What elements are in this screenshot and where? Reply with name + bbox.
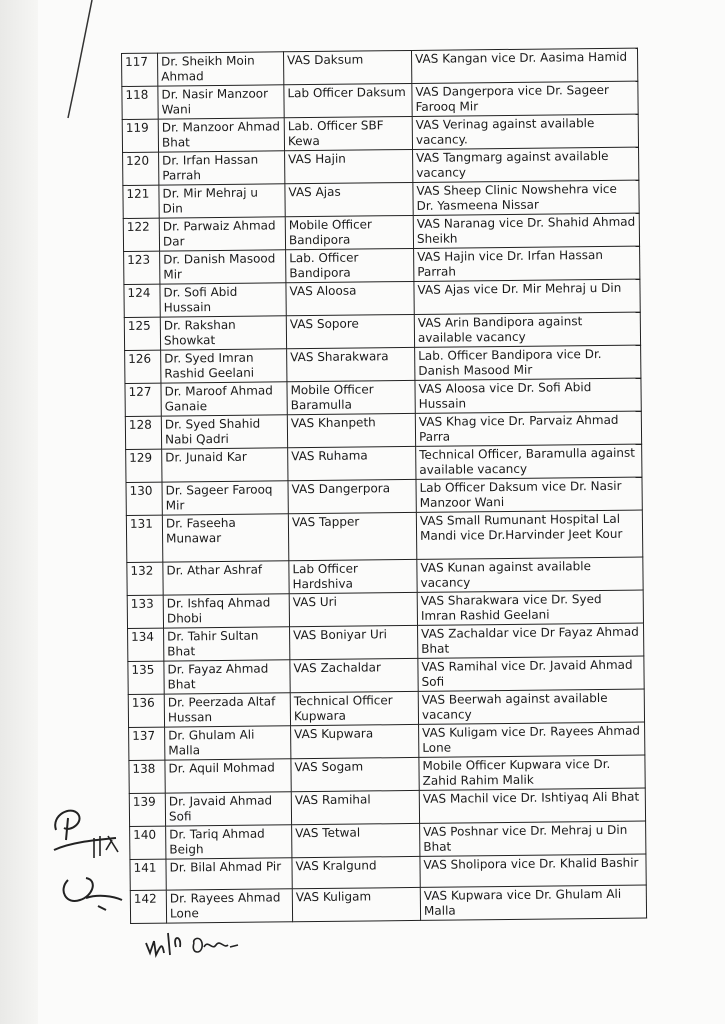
officer-name-cell: Dr. Peerzada Altaf Hussan [164,693,290,727]
serial-number-cell: 123 [124,251,160,284]
handwritten-signature-2 [58,870,128,915]
present-posting-cell: Mobile Officer Bandipora [285,215,413,249]
present-posting-cell: VAS Sogam [291,757,419,791]
table-row [128,689,644,727]
present-posting-cell: VAS Dangerpora [288,479,416,513]
present-posting-cell: VAS Aloosa [286,281,414,315]
officer-name-cell: Dr. Bilal Ahmad Pir [166,858,292,890]
serial-number-cell: 136 [128,694,164,727]
present-posting-cell: Lab Officer Hardshiva [289,559,417,593]
serial-number-cell: 117 [122,53,158,86]
new-posting-cell: Lab Officer Daksum vice Dr. Nasir Manzoor Wani [416,477,642,512]
new-posting-cell: VAS Aloosa vice Dr. Sofi Abid Hussain [415,378,641,413]
officer-name-cell: Dr. Irfan Hassan Parrah [159,151,285,185]
officer-name-cell: Dr. Javaid Ahmad Sofi [165,792,291,826]
present-posting-cell: VAS Ramihal [291,790,419,824]
table-row [129,722,645,760]
table-row [125,378,641,416]
officer-name-cell: Dr. Syed Shahid Nabi Qadri [161,415,287,449]
table-body [122,48,647,923]
new-posting-cell: VAS Machil vice Dr. Ishtiyaq Ali Bhat [419,788,645,823]
present-posting-cell: VAS Boniyar Uri [290,625,418,659]
officer-name-cell: Dr. Aquil Mohmad [165,759,291,793]
table-row [124,279,640,317]
present-posting-cell: VAS Kuligam [292,887,420,921]
present-posting-cell: VAS Kralgund [292,856,420,888]
present-posting-cell: Lab. Officer SBF Kewa [284,116,412,150]
posting-table [121,48,647,924]
scan-margin [0,0,38,1024]
present-posting-cell: VAS Ajas [285,182,413,216]
new-posting-cell: VAS Beerwah against available vacancy [418,689,644,724]
present-posting-cell: Mobile Officer Baramulla [287,380,415,414]
serial-number-cell: 121 [123,185,159,218]
present-posting-cell: VAS Uri [289,592,417,626]
present-posting-cell: VAS Tetwal [292,823,420,857]
new-posting-cell: Technical Officer, Baramulla against available vacancy [416,444,642,479]
new-posting-cell: VAS Zachaldar vice Dr Fayaz Ahmad Bhat [418,623,644,658]
serial-number-cell: 130 [126,482,162,515]
new-posting-cell: VAS Ramihal vice Dr. Javaid Ahmad Sofi [418,656,644,691]
serial-number-cell: 118 [122,86,158,119]
officer-name-cell: Dr. Manzoor Ahmad Bhat [158,118,284,152]
serial-number-cell: 127 [125,383,161,416]
pen-stroke [64,0,94,120]
serial-number-cell: 119 [122,119,158,152]
officer-name-cell: Dr. Junaid Kar [162,448,288,482]
present-posting-cell: VAS Hajin [285,149,413,183]
serial-number-cell: 126 [125,350,161,383]
table-row [126,444,642,482]
present-posting-cell: VAS Ruhama [288,446,416,480]
table-row [127,590,643,628]
new-posting-cell: VAS Verinag against available vacancy. [412,114,638,149]
serial-number-cell: 138 [129,760,165,793]
serial-number-cell: 124 [124,284,160,317]
present-posting-cell: VAS Zachaldar [290,658,418,692]
officer-name-cell: Dr. Rakshan Showkat [160,316,286,350]
handwritten-initial-signature [46,800,126,870]
officer-name-cell: Dr. Nasir Manzoor Wani [158,85,284,119]
serial-number-cell: 140 [130,826,166,859]
new-posting-cell: VAS Arin Bandipora against available vacancy [414,312,640,347]
serial-number-cell: 142 [130,890,166,923]
new-posting-cell: VAS Small Rumunant Hospital Lal Mandi vice Dr.Harvinder Jeet Kour [416,510,642,559]
officer-name-cell: Dr. Athar Ashraf [163,561,289,595]
serial-number-cell: 141 [130,859,166,890]
new-posting-cell: Mobile Officer Kupwara vice Dr. Zahid Rahim Malik [419,755,645,790]
table-row [128,623,644,661]
present-posting-cell: Lab. Officer Bandipora [286,248,414,282]
present-posting-cell: VAS Sopore [286,314,414,348]
officer-name-cell: Dr. Tahir Sultan Bhat [164,627,290,661]
new-posting-cell: VAS Dangerpora vice Dr. Sageer Farooq Mir [412,81,638,116]
serial-number-cell: 128 [125,416,161,449]
serial-number-cell: 120 [123,152,159,185]
officer-name-cell: Dr. Faseeha Munawar [162,514,288,562]
new-posting-cell: VAS Sholipora vice Dr. Khalid Bashir [420,854,646,887]
new-posting-cell: Lab. Officer Bandipora vice Dr. Danish Masood Mir [415,345,641,380]
serial-number-cell: 137 [129,727,165,760]
table-row [123,147,639,185]
officer-name-cell: Dr. Sheikh Moin Ahmad [158,52,284,86]
present-posting-cell: VAS Daksum [283,50,411,84]
table-row [129,755,645,793]
officer-name-cell: Dr. Ishfaq Ahmad Dhobi [163,594,289,628]
table-row [123,213,639,251]
serial-number-cell: 133 [127,595,163,628]
serial-number-cell: 122 [123,218,159,251]
present-posting-cell: VAS Kupwara [291,724,419,758]
new-posting-cell: VAS Khag vice Dr. Parvaiz Ahmad Parra [415,411,641,446]
new-posting-cell: VAS Kuligam vice Dr. Rayees Ahmad Lone [419,722,645,757]
serial-number-cell: 135 [128,661,164,694]
table-row [126,510,642,562]
serial-number-cell: 129 [126,449,162,482]
present-posting-cell: VAS Khanpeth [287,413,415,447]
officer-name-cell: Dr. Rayees Ahmad Lone [166,889,292,923]
officer-name-cell: Dr. Danish Masood Mir [160,250,286,284]
table-row [130,821,646,859]
table-row [128,656,644,694]
table-row [122,114,638,152]
present-posting-cell: VAS Sharakwara [287,347,415,381]
serial-number-cell: 139 [129,793,165,826]
officer-name-cell: Dr. Parwaiz Ahmad Dar [159,217,285,251]
serial-number-cell: 125 [124,317,160,350]
new-posting-cell: VAS Tangmarg against available vacancy [413,147,639,182]
table-row [126,477,642,515]
new-posting-cell: VAS Kangan vice Dr. Aasima Hamid [411,48,637,83]
table-row [124,312,640,350]
present-posting-cell: Technical Officer Kupwara [290,691,418,725]
officer-name-cell: Dr. Fayaz Ahmad Bhat [164,660,290,694]
officer-name-cell: Dr. Syed Imran Rashid Geelani [161,349,287,383]
table-row [129,788,645,826]
officer-name-cell: Dr. Sageer Farooq Mir [162,481,288,515]
present-posting-cell: VAS Tapper [288,512,416,560]
table-row [127,557,643,595]
serial-number-cell: 131 [126,515,162,562]
officer-name-cell: Dr. Tariq Ahmad Beigh [166,825,292,859]
table-row [123,180,639,218]
handwritten-signature-3 [142,925,252,965]
new-posting-cell: VAS Sheep Clinic Nowshehra vice Dr. Yasmeena Nissar [413,180,639,215]
present-posting-cell: Lab Officer Daksum [284,83,412,117]
table-row [130,885,646,923]
table-row [122,48,638,86]
officer-name-cell: Dr. Sofi Abid Hussain [160,283,286,317]
officer-name-cell: Dr. Ghulam Ali Malla [165,726,291,760]
serial-number-cell: 134 [128,628,164,661]
serial-number-cell: 132 [127,562,163,595]
new-posting-cell: VAS Sharakwara vice Dr. Syed Imran Rashid Geelani [417,590,643,625]
new-posting-cell: VAS Ajas vice Dr. Mir Mehraj u Din [414,279,640,314]
new-posting-cell: VAS Kunan against available vacancy [417,557,643,592]
new-posting-cell: VAS Hajin vice Dr. Irfan Hassan Parrah [414,246,640,281]
new-posting-cell: VAS Naranag vice Dr. Shahid Ahmad Sheikh [413,213,639,248]
officer-name-cell: Dr. Maroof Ahmad Ganaie [161,382,287,416]
table-row [122,81,638,119]
table-row [125,345,641,383]
new-posting-cell: VAS Kupwara vice Dr. Ghulam Ali Malla [420,885,646,920]
new-posting-cell: VAS Poshnar vice Dr. Mehraj u Din Bhat [420,821,646,856]
table-row [124,246,640,284]
table-row [125,411,641,449]
officer-name-cell: Dr. Mir Mehraj u Din [159,184,285,218]
